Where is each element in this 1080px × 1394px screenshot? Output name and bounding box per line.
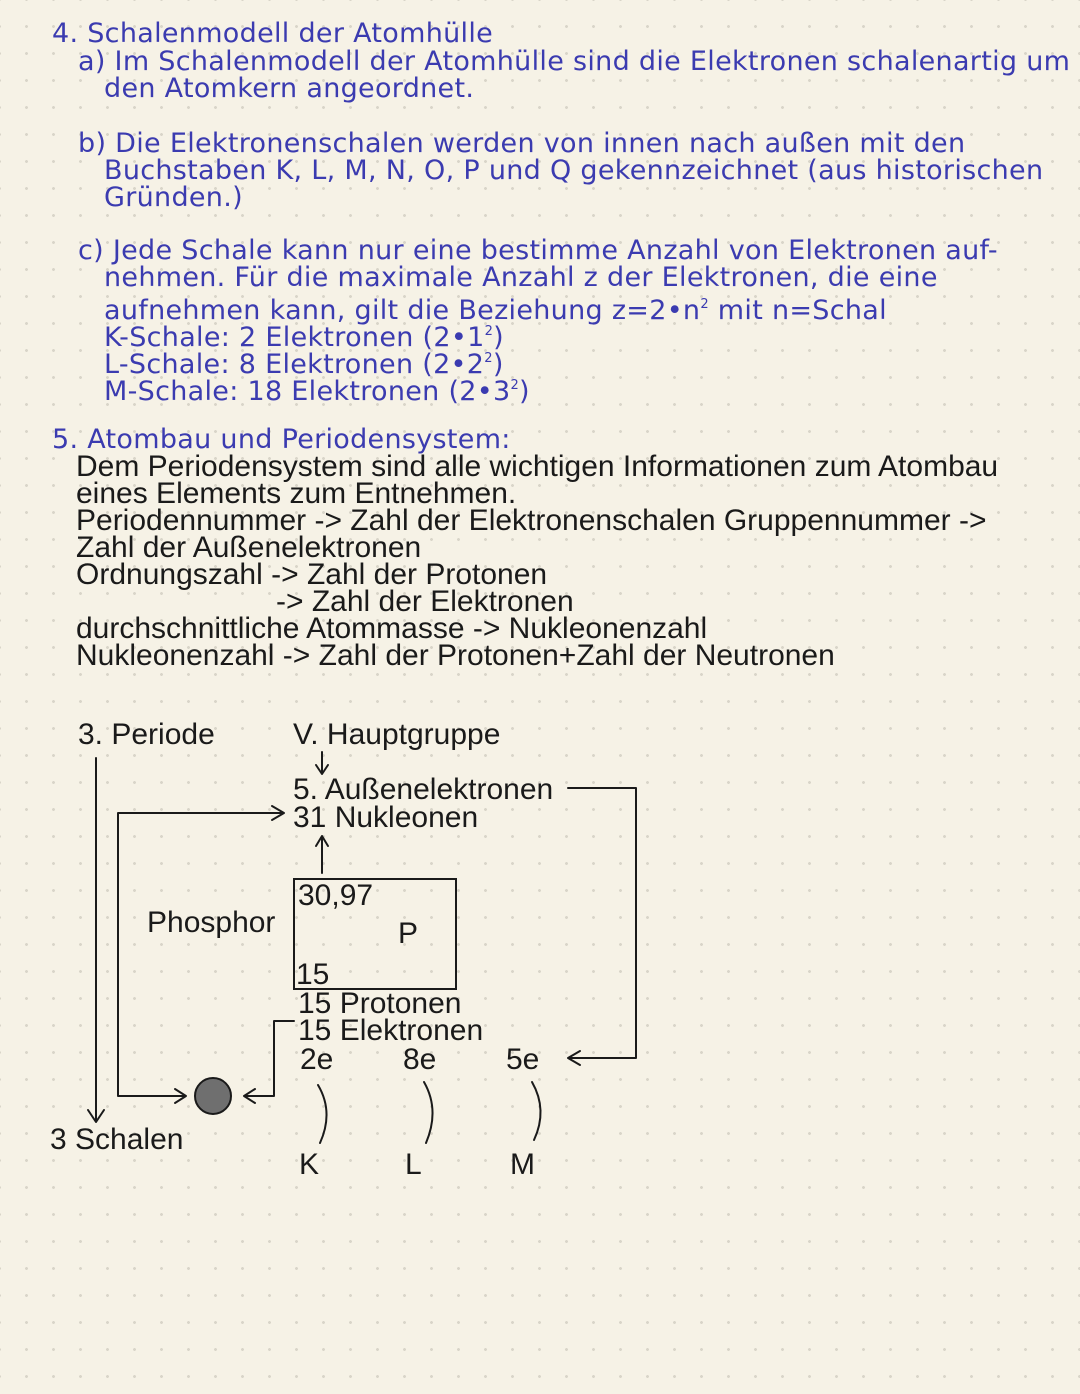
nucleus-circle xyxy=(195,1078,231,1114)
shell-k-count: 2e xyxy=(300,1043,334,1076)
nucleons-label: 31 Nukleonen xyxy=(293,801,479,834)
formula-exponent: 2 xyxy=(700,297,709,312)
shell-k-name: K xyxy=(299,1148,320,1181)
section4-b-line2: Buchstaben K, L, M, N, O, P und Q gekennzeichnet (aus historischen xyxy=(104,155,1044,186)
section4-b-line1: b) Die Elektronenschalen werden von innen nach außen mit den xyxy=(78,128,966,159)
shells-total-label: 3 Schalen xyxy=(50,1123,184,1156)
protons-label: 15 Protonen xyxy=(298,987,462,1020)
section4-c-line1: c) Jede Schale kann nur eine bestimme Anzahl von Elektronen auf- xyxy=(78,235,998,266)
section5-line3: Periodennummer -> Zahl der Elektronenschalen Gruppennummer -> xyxy=(76,504,987,537)
section5-line5: Ordnungszahl -> Zahl der Protonen xyxy=(76,558,548,591)
shell-k-arc xyxy=(318,1085,327,1143)
element-name: Phosphor xyxy=(147,906,276,939)
shell-k-capacity: K-Schale: 2 Elektronen $(2•1^2)$ xyxy=(104,322,504,353)
shell-m-count: 5e xyxy=(506,1043,540,1076)
shell-m-name: M xyxy=(510,1148,535,1181)
element-symbol: P xyxy=(398,917,419,950)
electrons-nucleus-connector xyxy=(245,1021,294,1096)
group-label: V. Hauptgruppe xyxy=(293,718,501,751)
section5-line2: eines Elements zum Entnehmen. xyxy=(76,477,517,510)
shell-l-count: 8e xyxy=(403,1043,437,1076)
section4-b-line3: Gründen.) xyxy=(104,182,243,213)
section4-a-line2: den Atomkern angeordnet. xyxy=(104,73,475,104)
formula-text: aufnehmen kann, gilt die Beziehung z=2•n xyxy=(104,295,701,326)
section5-heading: 5. Atombau und Periodensystem: xyxy=(52,424,511,455)
section4-c-line2: nehmen. Für die maximale Anzahl z der Elektronen, die eine xyxy=(104,262,938,293)
section4-a-line1: a) Im Schalenmodell der Atomhülle sind die Elektronen schalenartig um xyxy=(78,46,1071,77)
outer-electrons-label: 5. Außenelektronen xyxy=(293,773,554,806)
section5-line8: Nukleonenzahl -> Zahl der Protonen+Zahl der Neutronen xyxy=(76,639,835,672)
shell-l-name: L xyxy=(405,1148,422,1181)
period-label: 3. Periode xyxy=(78,718,215,751)
section5-line4: Zahl der Außenelektronen xyxy=(76,531,422,564)
section5-line6: -> Zahl der Elektronen xyxy=(276,585,574,618)
section5-line1: Dem Periodensystem sind alle wichtigen Informationen zum Atombau xyxy=(76,450,999,483)
atomic-mass: 30,97 xyxy=(298,879,374,912)
section5-line7: durchschnittliche Atommasse -> Nukleonenzahl xyxy=(76,612,708,645)
electrons-label: 15 Elektronen xyxy=(298,1014,484,1047)
shell-m-capacity: M-Schale: 18 Elektronen $(2•3^2)$ xyxy=(104,376,530,407)
nucleus-nucleons-connector xyxy=(118,813,282,1096)
outer-electron-connector xyxy=(568,788,636,1058)
atomic-number: 15 xyxy=(296,958,330,991)
formula-tail: mit n=Schal xyxy=(708,295,887,326)
shell-l-capacity: L-Schale: 8 Elektronen $(2•2^2)$ xyxy=(104,349,504,380)
shell-l-arc xyxy=(424,1082,433,1143)
shell-m-arc xyxy=(532,1082,541,1140)
section4-heading: 4. Schalenmodell der Atomhülle xyxy=(52,18,494,49)
